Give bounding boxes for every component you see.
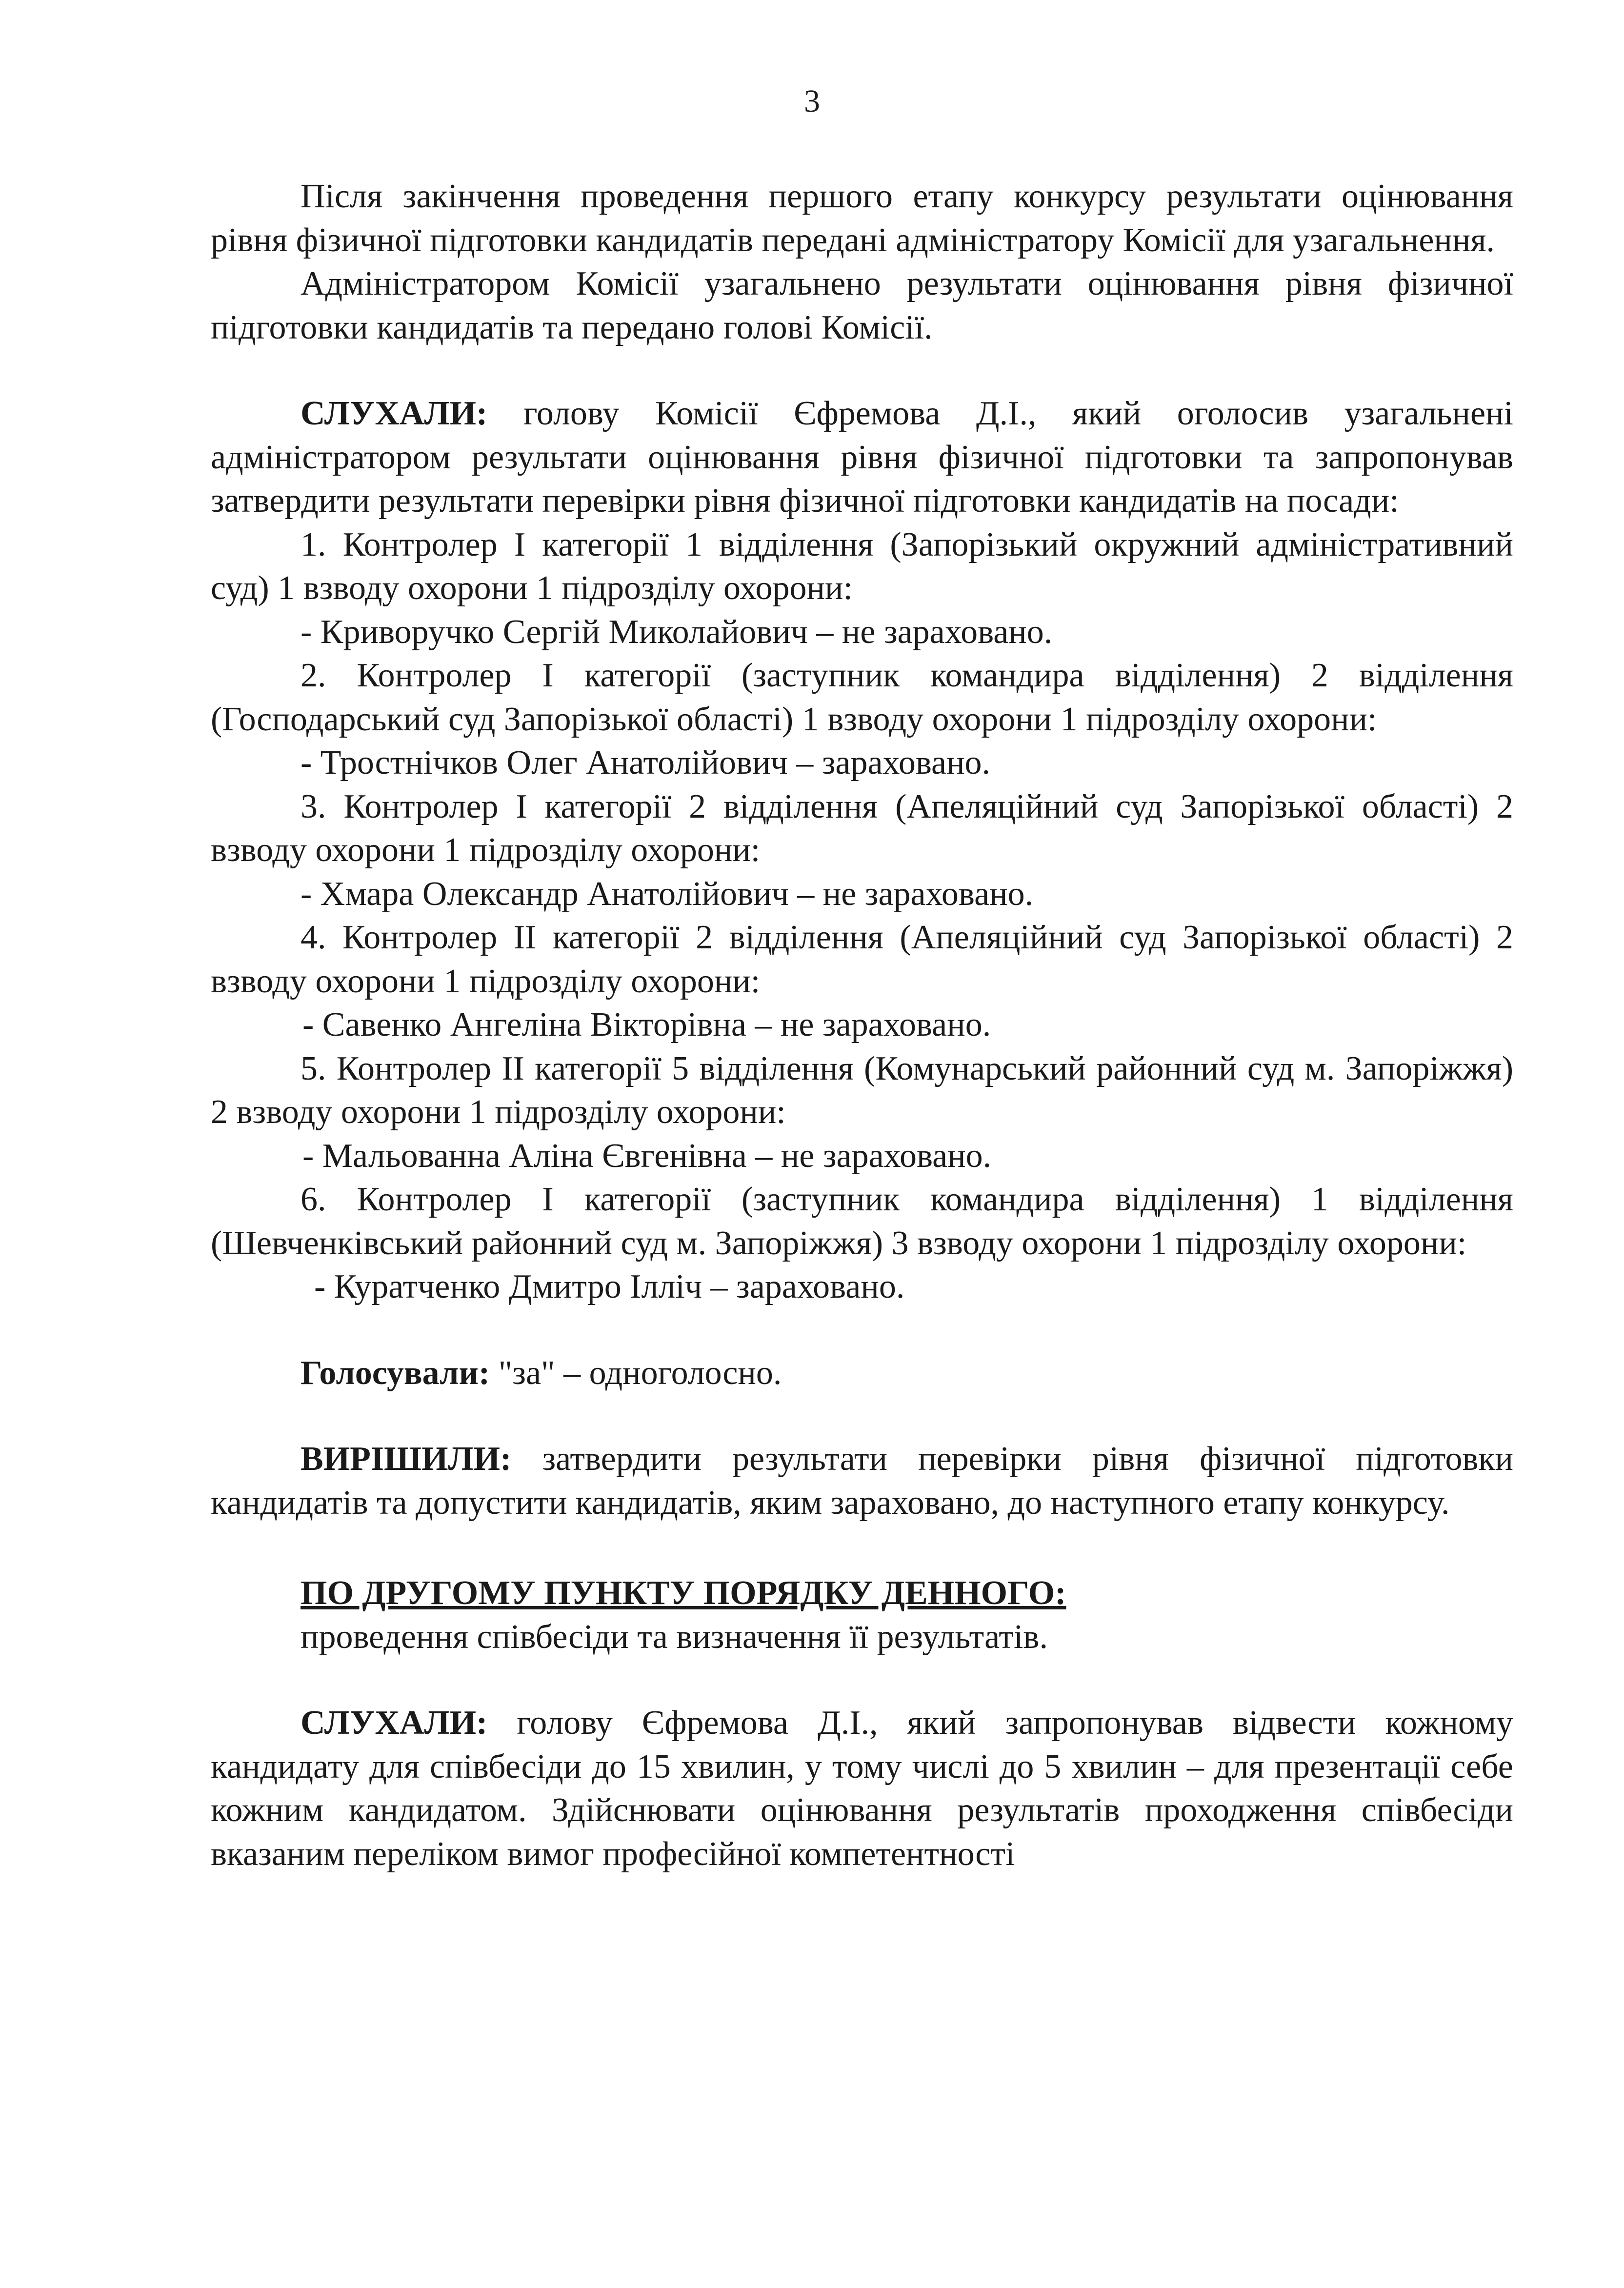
position-1: 1. Контролер І категорії 1 відділення (Запорізький окружний адміністративний суд) 1 взводу охорони 1 підрозділу охорони: <box>211 525 1513 607</box>
agenda-heading-text: ПО ДРУГОМУ ПУНКТУ ПОРЯДКУ ДЕННОГО: <box>301 1574 1066 1612</box>
heard-label-2: СЛУХАЛИ: <box>301 1704 488 1742</box>
candidate-1: - Криворучко Сергій Миколайович – не зараховано. <box>301 613 1053 651</box>
candidate-4: - Савенко Ангеліна Вікторівна – не зараховано. <box>302 1006 991 1044</box>
position-5: 5. Контролер ІІ категорії 5 відділення (Комунарський районний суд м. Запоріжжя) 2 взводу охорони 1 підрозділу охорони: <box>211 1049 1513 1131</box>
decided-paragraph <box>211 1437 1513 1525</box>
position-6: 6. Контролер І категорії (заступник командира відділення) 1 відділення (Шевченківський районний суд м. Запоріжжя) 3 взводу охорони 1 підрозділу охорони: <box>211 1181 1513 1262</box>
heard-text-1: голову Комісії Єфремова Д.І., який оголосив узагальнені адміністратором результати оцінювання рівня фізичної підготовки та запропонував затвердити результати перевірки рівня фізичної підготовки кандидатів на посади: <box>211 395 1513 520</box>
voted-text: "за" – одноголосно. <box>490 1354 782 1392</box>
decided-text: затвердити результати перевірки рівня фізичної підготовки кандидатів та допустити кандидатів, яким зараховано, до наступного етапу конкурсу. <box>211 1440 1513 1522</box>
candidate-6: - Куратченко Дмитро Ілліч – зараховано. <box>314 1268 905 1305</box>
heard-text-2: голову Єфремова Д.І., який запропонував відвести кожному кандидату для співбесіди до 15 хвилин, у тому числі до 5 хвилин – для презентації себе кожним кандидатом. Здійснювати оцінювання результатів проходження співбесіди вказаним переліком вимог професійної компетентності <box>211 1704 1513 1873</box>
agenda-heading <box>211 1571 1513 1615</box>
paragraph-2: Адміністратором Комісії узагальнено результати оцінювання рівня фізичної підготовки кандидатів та передано голові Комісії. <box>211 265 1513 346</box>
heard-paragraph-2 <box>211 1701 1513 1876</box>
document-body <box>211 175 1513 1876</box>
candidate-3: - Хмара Олександр Анатолійович – не зараховано. <box>301 875 1034 913</box>
paragraph-1: Після закінчення проведення першого етапу конкурсу результати оцінювання рівня фізичної підготовки кандидатів передані адміністратору Комісії для узагальнення. <box>211 178 1513 259</box>
decided-label: ВИРІШИЛИ: <box>301 1440 512 1478</box>
voted-paragraph <box>211 1351 1513 1395</box>
position-2: 2. Контролер І категорії (заступник командира відділення) 2 відділення (Господарський суд Запорізької області) 1 взводу охорони 1 підрозділу охорони: <box>211 657 1513 738</box>
position-4: 4. Контролер ІІ категорії 2 відділення (Апеляційний суд Запорізької області) 2 взводу охорони 1 підрозділу охорони: <box>211 919 1513 1000</box>
heard-label-1: СЛУХАЛИ: <box>301 395 488 432</box>
candidate-5: - Мальованна Аліна Євгенівна – не зараховано. <box>302 1137 992 1175</box>
position-3: 3. Контролер І категорії 2 відділення (Апеляційний суд Запорізької області) 2 взводу охорони 1 підрозділу охорони: <box>211 787 1513 869</box>
heard-paragraph-1 <box>211 392 1513 523</box>
candidate-2: - Тростнічков Олег Анатолійович – зараховано. <box>301 744 991 782</box>
agenda-text: проведення співбесіди та визначення її результатів. <box>301 1618 1048 1656</box>
page-number: 3 <box>804 83 820 119</box>
voted-label: Голосували: <box>301 1354 490 1392</box>
